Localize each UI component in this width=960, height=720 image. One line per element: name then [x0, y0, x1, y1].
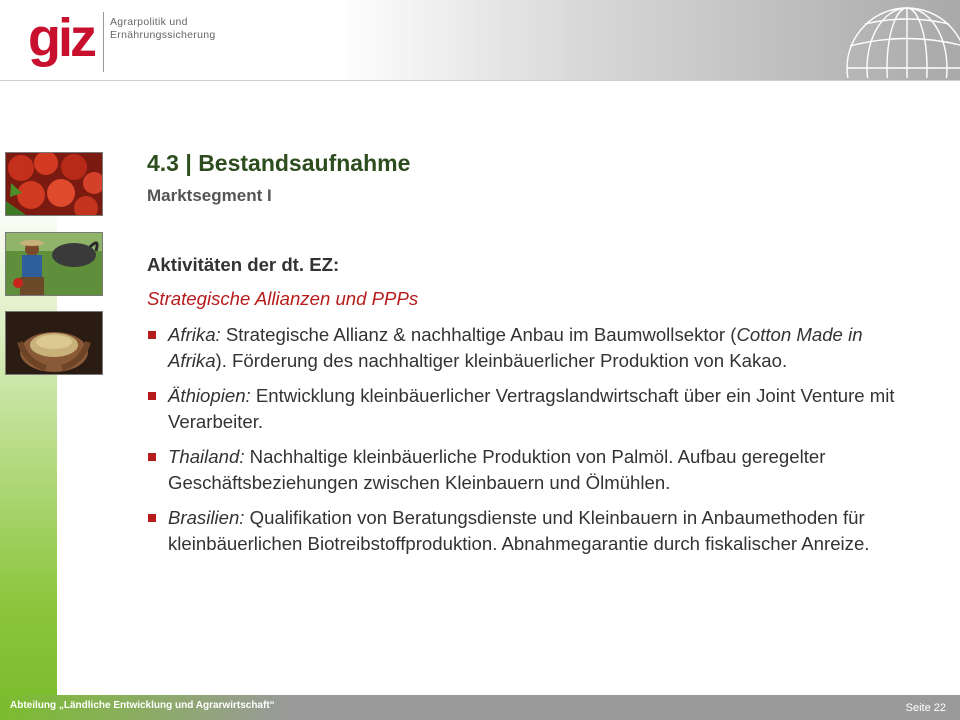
bullet-marker — [148, 392, 156, 400]
slide-content — [147, 252, 907, 566]
section-heading: Aktivitäten der dt. EZ: — [147, 254, 340, 275]
header-band — [0, 0, 960, 81]
globe-icon — [835, 6, 960, 78]
tagline — [110, 16, 216, 42]
bullet-text: Entwicklung kleinbäuerlicher Vertragslandwirtschaft über ein Joint Venture mit Verarbeiter. — [168, 385, 895, 432]
section-lead: Strategische Allianzen und PPPs — [147, 288, 419, 309]
page-number: Seite 22 — [905, 702, 946, 714]
bullet-italic-term: Cotton Made in Afrika — [168, 324, 863, 371]
slide-title: 4.3 | Bestandsaufnahme — [147, 150, 411, 176]
svg-text:giz: giz — [28, 10, 94, 68]
bullet-marker — [148, 514, 156, 522]
bullet-text: Strategische Allianz & nachhaltige Anbau im Baumwollsektor ( — [220, 324, 737, 345]
bullet-afrika — [147, 322, 907, 374]
giz-logo — [28, 10, 102, 70]
bullet-aethiopien — [147, 383, 907, 435]
footer-bar — [0, 695, 960, 720]
tagline-line-2: Ernährungssicherung — [110, 29, 216, 41]
logo-divider — [103, 12, 104, 72]
bullet-text: Qualifikation von Beratungsdienste und Kleinbauern in Anbaumethoden für kleinbäuerlichen Biotreibstoffproduktion. Abnahmegarantie durch fiskalischer Anreize. — [168, 507, 870, 554]
bullet-text-end: ). Förderung des nachhaltiger kleinbäuerlicher Produktion von Kakao. — [215, 350, 788, 371]
tagline-line-1: Agrarpolitik und — [110, 16, 188, 28]
bullet-country: Afrika: — [168, 324, 221, 345]
grain-hands-photo — [5, 311, 103, 375]
bullet-marker — [148, 331, 156, 339]
bullet-marker — [148, 453, 156, 461]
bullet-country: Äthiopien: — [168, 385, 251, 406]
bullet-country: Thailand: — [168, 446, 245, 467]
bullet-thailand — [147, 444, 907, 496]
bullet-brasilien — [147, 505, 907, 557]
bullet-text: Nachhaltige kleinbäuerliche Produktion von Palmöl. Aufbau geregelter Geschäftsbeziehungen zwischen Kleinbauern und Ölmühlen. — [168, 446, 826, 493]
farmer-photo — [5, 232, 103, 296]
bullet-country: Brasilien: — [168, 507, 245, 528]
slide-subtitle: Marktsegment I — [147, 186, 272, 205]
rambutan-photo — [5, 152, 103, 216]
footer-department: Abteilung „Ländliche Entwicklung und Agrarwirtschaft“ — [10, 700, 275, 711]
